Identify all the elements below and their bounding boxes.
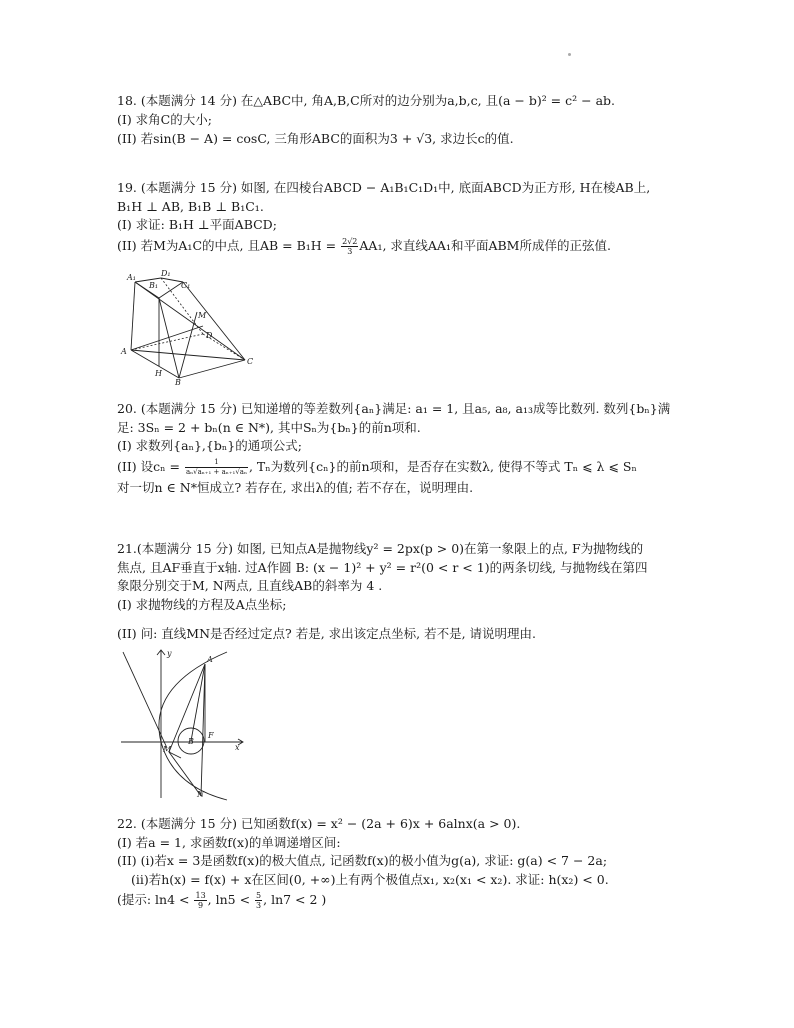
q20-fraction	[185, 458, 248, 477]
q20-header-cont: 足: 3Sₙ = 2 + bₙ(n ∈ N*), 其中Sₙ为{bₙ}的前n项和.	[117, 419, 421, 435]
label-H: H	[155, 369, 162, 378]
q19-fraction	[341, 237, 358, 256]
label-D: D	[206, 331, 213, 340]
q19-part1: (I) 求证: B₁H ⊥平面ABCD;	[117, 217, 277, 233]
q22-hint-frac2-num: 5	[256, 891, 262, 901]
q20-header: 20. (本题满分 15 分) 已知递增的等差数列{aₙ}满足: a₁ = 1, 且a₅, a₈, a₁₃成等比数列. 数列{bₙ}满	[117, 401, 671, 416]
q21-part2: (II) 问: 直线MN是否经过定点? 若是, 求出该定点坐标, 若不是, 请说明理由.	[117, 626, 537, 642]
label-y: y	[167, 649, 172, 658]
q21-header-cont: 焦点, 且AF垂直于x轴. 过A作圆 B: (x − 1)² + y² = r²(0 < r < 1)的两条切线, 与抛物线在第四	[117, 559, 648, 575]
q21-header-cont2: 象限分别交于M, N两点, 且直线AB的斜率为 4 .	[117, 578, 383, 594]
label-M: M	[198, 311, 207, 320]
q18-part1: (I) 求角C的大小;	[117, 111, 212, 127]
q19-part2-text-a: (II) 若M为A₁C的中点, 且AB = B₁H =	[117, 237, 341, 253]
q22-hint	[117, 891, 697, 910]
q22-hint-frac1-den: 9	[198, 901, 204, 911]
q18-part2: (II) 若sin(B − A) = cosC, 三角形ABC的面积为3 + √3, 求边长c的值.	[117, 131, 514, 147]
q20-frac-num: 1	[185, 458, 248, 468]
question-18	[117, 92, 697, 149]
q19-frac-num: 2√2	[342, 236, 358, 246]
label-F: F	[208, 731, 214, 740]
q19-header-cont: B₁H ⊥ AB, B₁B ⊥ B₁C₁.	[117, 198, 264, 214]
label-B1: B₁	[149, 281, 159, 290]
question-22	[117, 815, 697, 910]
q22-hint-frac1-num: 13	[195, 891, 206, 901]
label-A1: A₁	[127, 273, 136, 282]
q22-hint-text-b: , ln5 <	[207, 892, 255, 908]
q19-part2-text-b: AA₁, 求直线AA₁和平面ABM所成佯的正弦值.	[359, 237, 611, 253]
q19-frac-den: 3	[347, 246, 353, 256]
label-C: C	[247, 357, 254, 366]
q22-part2i: (II) (i)若x = 3是函数f(x)的极大值点, 记函数f(x)的极小值为g(a), 求证: g(a) < 7 − 2a;	[117, 853, 608, 869]
q22-hint-frac2-den: 3	[256, 901, 262, 911]
label-M: M	[163, 745, 172, 754]
q20-part1: (I) 求数列{aₙ},{bₙ}的通项公式;	[117, 438, 302, 454]
q22-hint-frac1	[194, 891, 206, 910]
question-20	[117, 400, 697, 497]
frustum-svg	[117, 268, 257, 386]
q22-part1: (I) 若a = 1, 求函数f(x)的单调递增区间:	[117, 834, 341, 850]
question-21	[117, 540, 697, 644]
label-B: B	[175, 378, 181, 386]
q21-part1: (I) 求抛物线的方程及A点坐标;	[117, 596, 287, 612]
q20-part2-text-b: , Tₙ为数列{cₙ}的前n项和，是否存在实数λ, 使得不等式 Tₙ ⩽ λ ⩽ Sₙ	[248, 458, 637, 474]
q21-header: 21.(本题满分 15 分) 如图, 已知点A是抛物线y² = 2px(p > 0)在第一象限上的点, F为抛物线的	[117, 541, 644, 556]
q19-part2	[117, 237, 697, 256]
q22-hint-text-a: (提示: ln4 <	[117, 892, 194, 908]
q22-part2ii: (ii)若h(x) = f(x) + x在区间(0, +∞)上有两个极值点x₁, x₂(x₁ < x₂). 求证: h(x₂) < 0.	[131, 871, 609, 887]
parabola-svg	[117, 646, 252, 802]
q20-part2-cont: 对一切n ∈ N*恒成立? 若存在, 求出λ的值; 若不存在，说明理由.	[117, 479, 474, 495]
question-19	[117, 179, 697, 256]
label-D1: D₁	[161, 269, 171, 278]
q21-parabola-figure	[117, 646, 252, 802]
label-N: N	[197, 790, 204, 799]
label-C1: C₁	[181, 281, 191, 290]
q22-hint-text-c: , ln7 < 2 )	[263, 892, 327, 908]
q20-part2-text-a: (II) 设cₙ =	[117, 458, 184, 474]
q20-frac-den: aₙ√aₙ₊₁ + aₙ₊₁√aₙ	[185, 467, 247, 476]
q20-part2	[117, 458, 697, 477]
q22-header: 22. (本题满分 15 分) 已知函数f(x) = x² − (2a + 6)x + 6alnx(a > 0).	[117, 816, 521, 831]
label-B: B	[188, 737, 194, 746]
q19-header: 19. (本题满分 15 分) 如图, 在四棱台ABCD − A₁B₁C₁D₁中, 底面ABCD为正方形, H在棱AB上,	[117, 180, 651, 195]
scan-dot	[568, 53, 571, 56]
label-x: x	[235, 743, 240, 752]
label-A: A	[121, 347, 127, 356]
q19-frustum-figure	[117, 268, 257, 386]
q18-header: 18. (本题满分 14 分) 在△ABC中, 角A,B,C所对的边分别为a,b,c, 且(a − b)² = c² − ab.	[117, 93, 615, 108]
label-A: A	[207, 655, 213, 664]
q22-hint-frac2	[255, 891, 262, 910]
